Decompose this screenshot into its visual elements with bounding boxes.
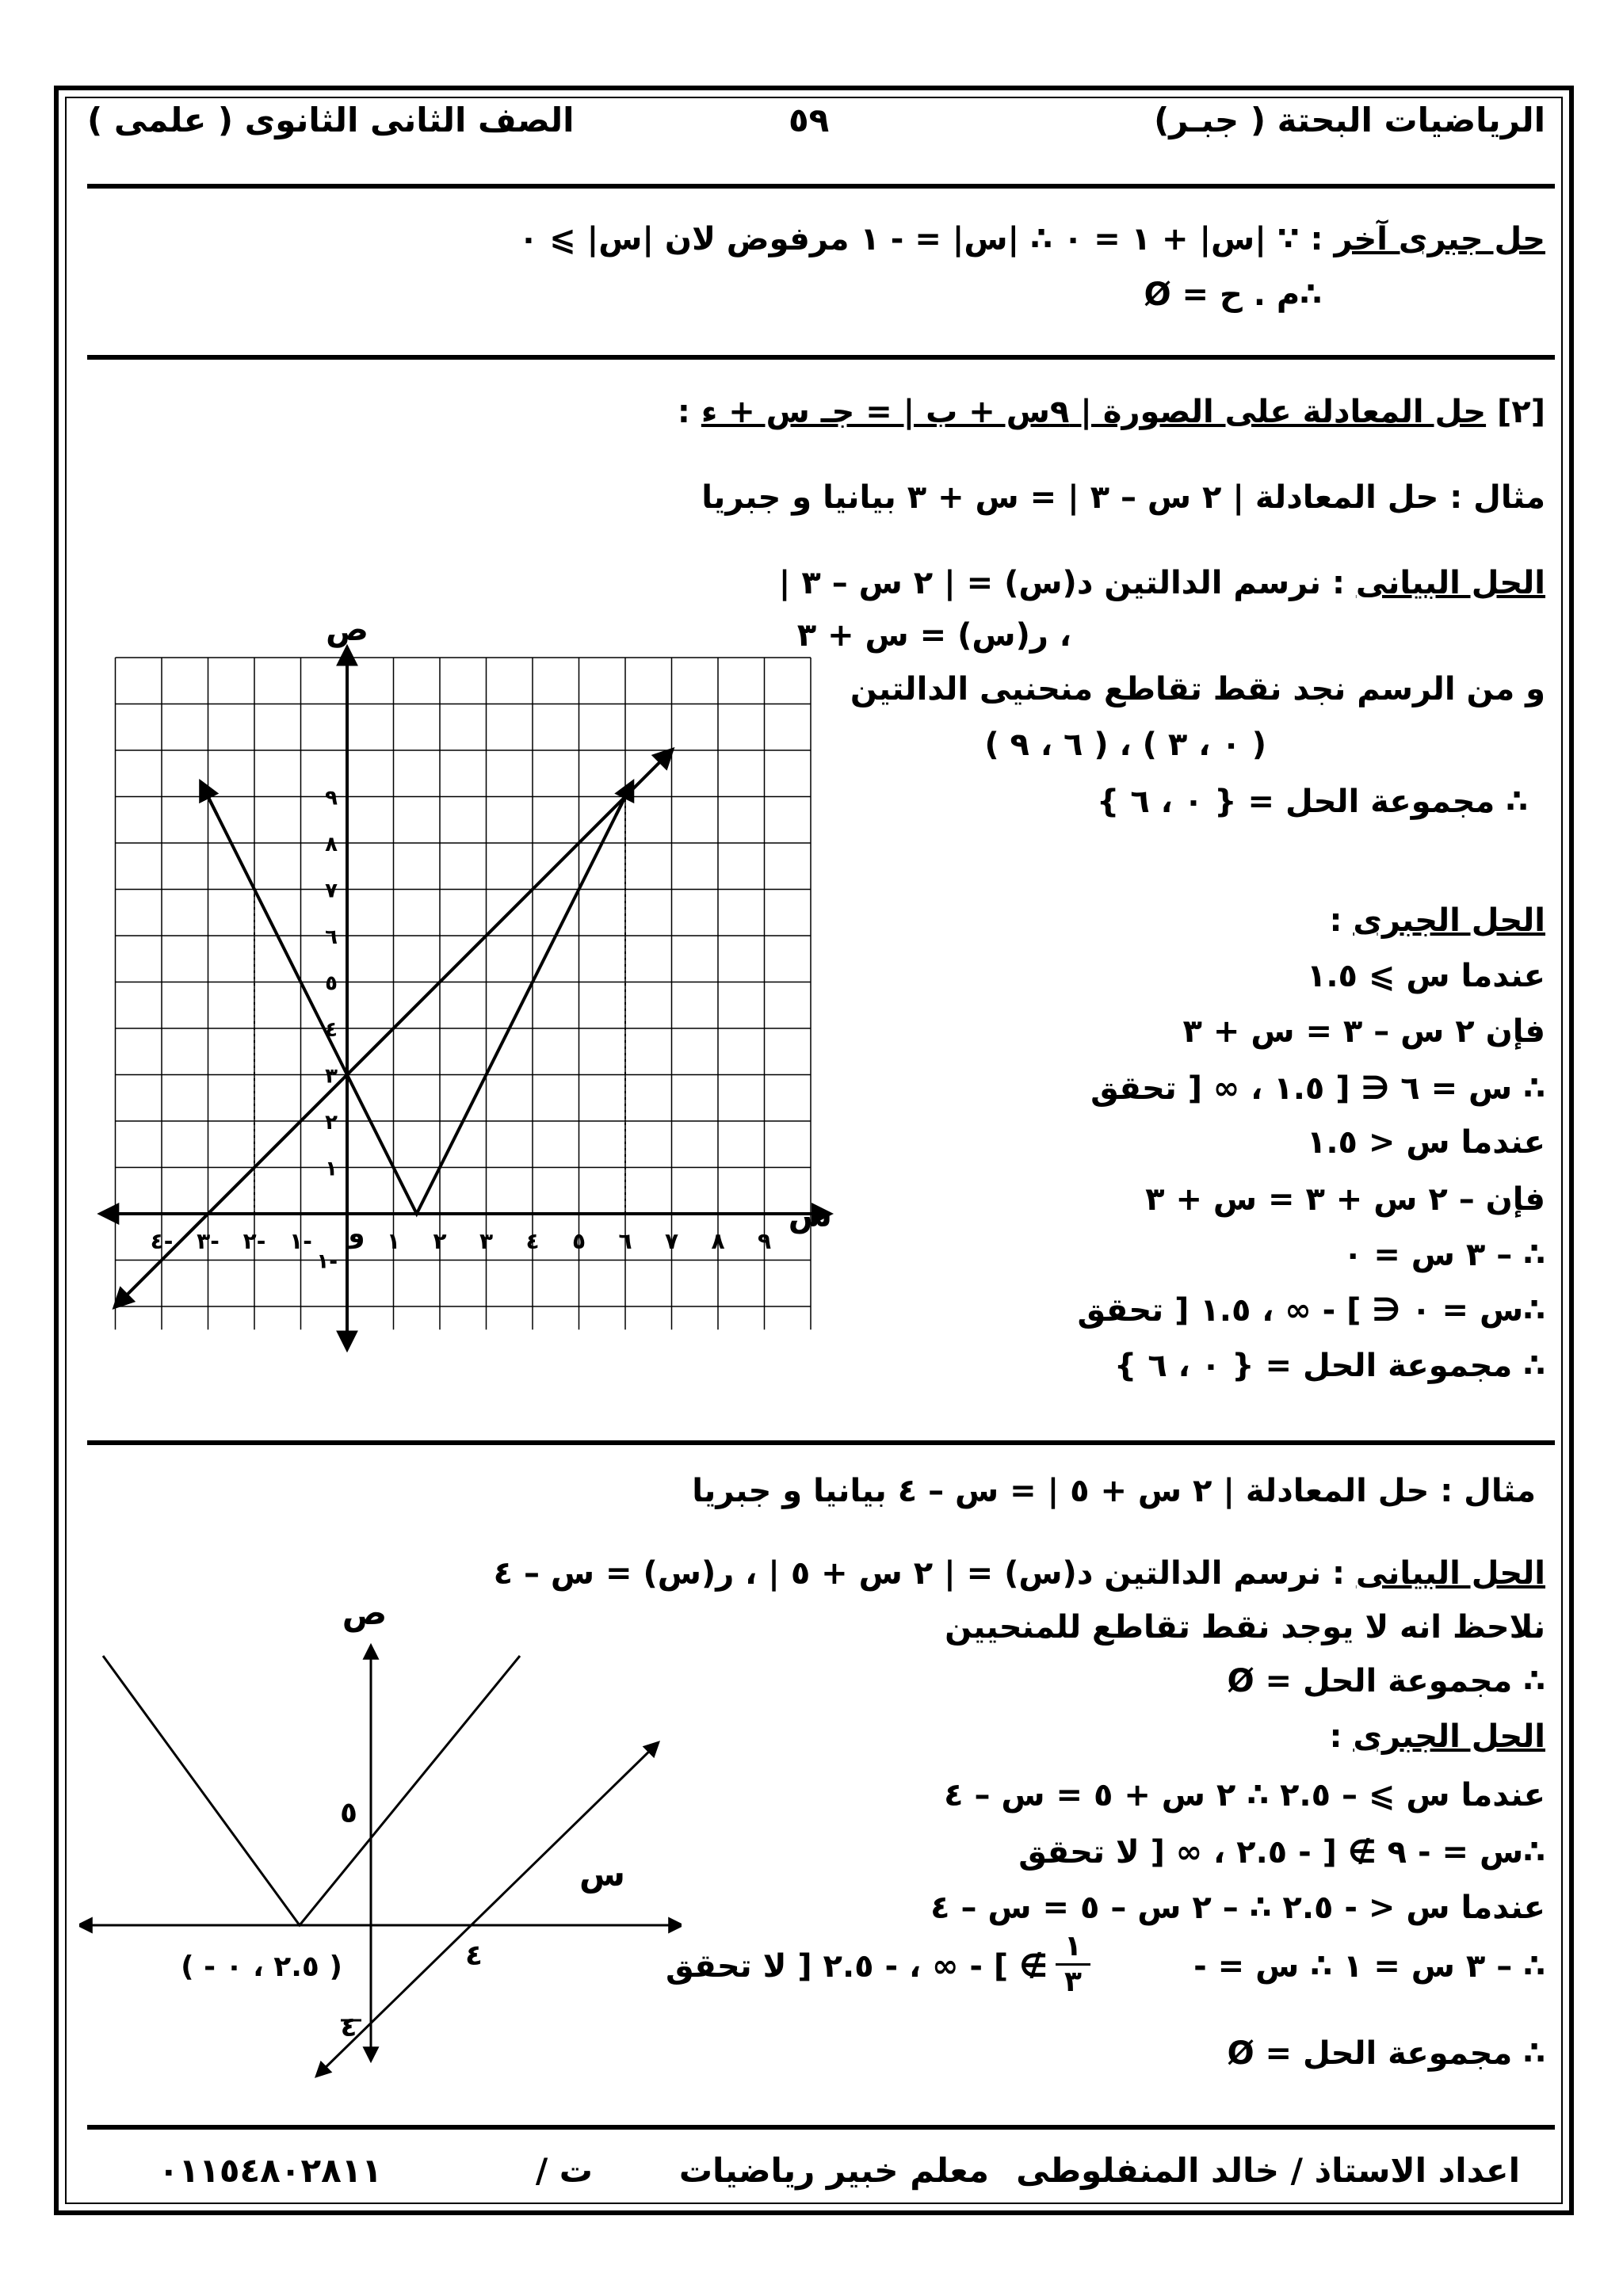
example2-note: نلاحظ انه لا يوجد نقط تقاطع للمنحيين bbox=[945, 1609, 1545, 1646]
x-axis-label: س bbox=[788, 1198, 832, 1234]
x-axis-label: س bbox=[579, 1855, 625, 1894]
example2-graphical-text: : نرسم الدالتين د(س) = | ٢ س + ٥ | ، ر(س) = س – ٤ bbox=[493, 1555, 1345, 1592]
alt-solution-line1 bbox=[519, 220, 1545, 258]
example2-step: عندما س ⩾ – ٢.٥ ∴ ٢ س + ٥ = س – ٤ bbox=[944, 1777, 1545, 1814]
section-heading-text: حل المعادلة على الصورة | ٩س + ب | = جـ س + ء bbox=[701, 394, 1487, 430]
example2-graphical-label: الحل البيانى bbox=[1355, 1555, 1545, 1592]
example2-algebraic-label: الحل الجبرى bbox=[1353, 1718, 1545, 1755]
x-tick-label: ٤ bbox=[525, 1228, 540, 1254]
divider bbox=[87, 184, 1555, 189]
x-tick-label: ١- bbox=[289, 1228, 312, 1254]
example1-algebraic-label: الحل الجبرى bbox=[1353, 902, 1545, 939]
x-tick-label: ٧ bbox=[664, 1228, 679, 1254]
example1-algebraic-colon: : bbox=[1329, 902, 1342, 939]
y-tick-label: ٨ bbox=[325, 833, 338, 856]
y-axis-label: ص bbox=[342, 1593, 388, 1632]
x-tick-label: ٣ bbox=[479, 1228, 494, 1254]
x-tick-label: ٢ bbox=[433, 1228, 447, 1254]
footer-phone: ٠١١٥٤٨٠٢٨١١ bbox=[158, 2151, 382, 2190]
alt-solution-line2: ∴م . ح = Ø bbox=[1144, 277, 1322, 313]
fraction bbox=[1056, 1930, 1090, 1999]
y-tick-label: ٧ bbox=[325, 879, 338, 903]
divider bbox=[87, 2125, 1555, 2130]
example1-line-r: ، ر(س) = س + ٣ bbox=[796, 617, 1071, 654]
absolute-value-graph bbox=[204, 788, 630, 1214]
footer-author: اعداد الاستاذ / خالد المنفلوطى bbox=[1016, 2151, 1520, 2190]
header-subject-title: الرياضيات البحتة ( جبـر) bbox=[1154, 101, 1545, 139]
example1-step: ∴ مجموعة الحل = { ٠ ، ٦ } bbox=[1113, 1348, 1545, 1384]
example1-graph bbox=[95, 618, 840, 1355]
example1-solution-set: ∴ مجموعة الحل = { ٠ ، ٦ } bbox=[1096, 784, 1528, 820]
header-grade-title: الصف الثانى الثانوى ( علمى ) bbox=[87, 101, 575, 139]
label-5: ٥ bbox=[340, 1797, 357, 1829]
footer-phone-label: ت / bbox=[535, 2151, 593, 2190]
alt-solution-label: حل جبرى آخر bbox=[1334, 221, 1545, 257]
example1-step: عندما س < ١.٥ bbox=[1306, 1124, 1545, 1161]
x-tick-label: ٩ bbox=[757, 1228, 772, 1254]
linear-graph bbox=[317, 1743, 658, 2076]
axis-ticks bbox=[151, 787, 771, 1274]
arrowhead bbox=[201, 783, 217, 815]
x-tick-label: ٦ bbox=[618, 1228, 632, 1254]
fraction-denominator: ٣ bbox=[1064, 1966, 1082, 1998]
divider bbox=[87, 1440, 1555, 1445]
section-number: [٢] bbox=[1497, 394, 1545, 430]
y-tick-label: ٥ bbox=[325, 971, 338, 996]
footer-role: معلم خبير رياضيات bbox=[678, 2151, 989, 2190]
example1-title: مثال : حل المعادلة | ٢ س – ٣ | = س + ٣ بيانيا و جبريا bbox=[701, 479, 1545, 516]
alt-solution-text: : ∵ |س| + ١ = ٠ ∴ |س| = - ١ مرفوض لان |س| ⩾ ٠ bbox=[518, 221, 1323, 257]
absolute-value-graph bbox=[103, 1656, 520, 1925]
example1-step: ∴ – ٣ س = ٠ bbox=[1342, 1237, 1545, 1273]
section-heading bbox=[678, 393, 1545, 431]
divider bbox=[87, 355, 1555, 360]
x-tick-label: ٤- bbox=[150, 1228, 174, 1254]
example1-step: فإن ٢ س – ٣ = س + ٣ bbox=[1182, 1013, 1545, 1050]
fraction-numerator: ١ bbox=[1056, 1930, 1090, 1966]
page-number: ٥٩ bbox=[789, 101, 830, 139]
example2-step: ∴س = - ٩ ∌ [ - ٢.٥ ، ∞ [ لا تحقق bbox=[1018, 1834, 1545, 1871]
x-tick-label: ١ bbox=[386, 1228, 401, 1254]
example2-step-fraction-right: ∌ ] - ∞ ، - ٢.٥ [ لا تحقق bbox=[666, 1948, 1048, 1985]
vertex-label: ( - ٢.٥ ، ٠ ) bbox=[181, 1951, 342, 1983]
x-tick-label: ٨ bbox=[711, 1228, 725, 1254]
label-4: ٤ bbox=[465, 1939, 483, 1972]
y-tick-label: ٤ bbox=[325, 1018, 338, 1042]
example2-step-fraction-left: ∴ – ٣ س = ١ ∴ س = - bbox=[1193, 1948, 1545, 1985]
example2-algebraic-colon: : bbox=[1329, 1718, 1342, 1755]
y-tick-label: ٣ bbox=[325, 1064, 338, 1089]
example1-step: ∴ س = ٦ ∈ [ ١.٥ ، ∞ [ تحقق bbox=[1090, 1070, 1545, 1107]
origin-label: و bbox=[348, 1218, 365, 1249]
example1-step: عندما س ⩾ ١.٥ bbox=[1306, 958, 1545, 994]
y-axis-label: ص bbox=[326, 618, 369, 648]
label-neg4: ٤ bbox=[340, 2012, 357, 2043]
example1-step: ∴س = ٠ ∈ ] - ∞ ، ١.٥ [ تحقق bbox=[1077, 1292, 1545, 1329]
example2-title: مثال : حل المعادلة | ٢ س + ٥ | = س – ٤ بيانيا و جبريا bbox=[692, 1473, 1536, 1509]
example1-graphical-line bbox=[779, 564, 1545, 602]
example2-solution-set: ∴ مجموعة الحل = Ø bbox=[1227, 1663, 1545, 1699]
example1-points: ( ٠ ، ٣ ) ، ( ٦ ، ٩ ) bbox=[984, 727, 1266, 763]
example1-graphical-label: الحل البيانى bbox=[1355, 565, 1545, 601]
y-tick-label: ٢ bbox=[325, 1111, 338, 1135]
example1-graphical-text: : نرسم الدالتين د(س) = | ٢ س – ٣ | bbox=[778, 565, 1345, 601]
example2-algebraic-heading bbox=[1329, 1718, 1545, 1756]
y-tick-label: ١- bbox=[316, 1249, 338, 1274]
example2-graphical-line bbox=[494, 1554, 1545, 1592]
y-tick-label: ٦ bbox=[325, 925, 338, 949]
y-tick-label: ٩ bbox=[325, 786, 338, 810]
y-tick-label: ١ bbox=[325, 1157, 338, 1181]
example2-final: ∴ مجموعة الحل = Ø bbox=[1227, 2035, 1545, 2072]
example2-graph bbox=[79, 1592, 682, 2100]
example2-step: عندما س < - ٢.٥ ∴ – ٢ س – ٥ = س – ٤ bbox=[930, 1890, 1545, 1926]
x-tick-label: ٣- bbox=[197, 1228, 220, 1254]
example1-line-from: و من الرسم نجد نقط تقاطع منحنيى الدالتين bbox=[850, 671, 1545, 707]
example1-algebraic-heading bbox=[1329, 902, 1545, 940]
example1-step: فإن – ٢ س + ٣ = س + ٣ bbox=[1145, 1181, 1545, 1218]
section-heading-colon: : bbox=[677, 394, 690, 430]
x-tick-label: ٥ bbox=[571, 1228, 586, 1254]
x-tick-label: ٢- bbox=[242, 1228, 266, 1254]
